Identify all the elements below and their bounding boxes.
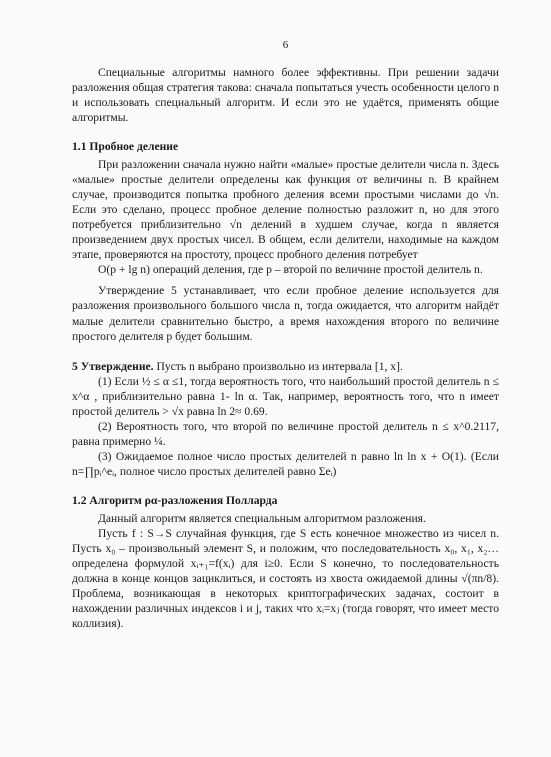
- statement-reference-paragraph: Утверждение 5 устанавливает, что если пробное деление используется для разложения произвольного большого числа n, тогда ожидается, что алгоритм найдёт малые делители сравнительно быстро, а время нахождения второго по величине простого делителя p будет большим.: [72, 284, 499, 343]
- trial-division-paragraph: При разложении сначала нужно найти «малые» простые делители числа n. Здесь «малые» простые делители определены как функция от величины n. В крайнем случае, производится попытка пробного деления всеми простыми числами до √n. Если это сделано, процесс пробное деление полностью разложит n, но для этого потребуется приблизительно √n делений в худшем случае, когда n является произведением двух простых чисел. В общем, если делители, находимые на каждом этапе, проверяются на простоту, процесс пробного деления потребует: [72, 157, 499, 262]
- pollard-definition-paragraph: Пусть f : S→S случайная функция, где S есть конечное множество из чисел n. Пусть x₀ – произвольный элемент S, и положим, что последовательность x₀, x₁, x₂… определена формулой xᵢ₊₁=f(xᵢ) для i≥0. Если S конечно, то последовательность должна в конце концов зациклиться, и состоять из хвоста ожидаемой длины √(πn/8). Проблема, возникающая в некоторых криптографических задачах, состоит в нахождении различных индексов i и j, таких что xᵢ=xⱼ (тогда говорят, что имеет место коллизия).: [72, 526, 499, 631]
- statement-item-2: (2) Вероятность того, что второй по величине простой делитель n ≤ x^0.2117, равна примерно ¼.: [72, 420, 499, 449]
- section-heading-trial-division: 1.1 Пробное деление: [72, 140, 179, 154]
- statement-item-1: (1) Если ½ ≤ α ≤1, тогда вероятность того, что наибольший простой делитель n ≤ x^α , приблизительно равна 1- ln α. Так, например, вероятность того, что n имеет простой делитель > √x равна ln 2≈ 0.69.: [72, 374, 499, 418]
- page-number: 6: [282, 39, 289, 51]
- pollard-intro-paragraph: Данный алгоритм является специальным алгоритмом разложения.: [98, 511, 426, 525]
- statement-label: 5 Утверждение.: [72, 359, 154, 373]
- statement-item-3: (3) Ожидаемое полное число простых делителей n равно ln ln x + O(1). (Если n=∏pᵢ^eᵢ, полное число простых делителей равно Σeᵢ): [72, 450, 499, 479]
- statement-paragraph: [72, 359, 499, 374]
- intro-paragraph: Специальные алгоритмы намного более эффективны. При решении задачи разложения общая стратегия такова: сначала попытаться учесть особенности целого n и использовать специальный алгоритм. И если это не удаётся, применять общие алгоритмы.: [72, 66, 499, 125]
- section-heading-pollard: 1.2 Алгоритм ρα-разложения Полларда: [72, 494, 278, 508]
- complexity-paragraph: O(p + lg n) операций деления, где p – второй по величине простой делитель n.: [98, 263, 483, 277]
- statement-text: Пусть n выбрано произвольно из интервала [1, x].: [153, 359, 403, 373]
